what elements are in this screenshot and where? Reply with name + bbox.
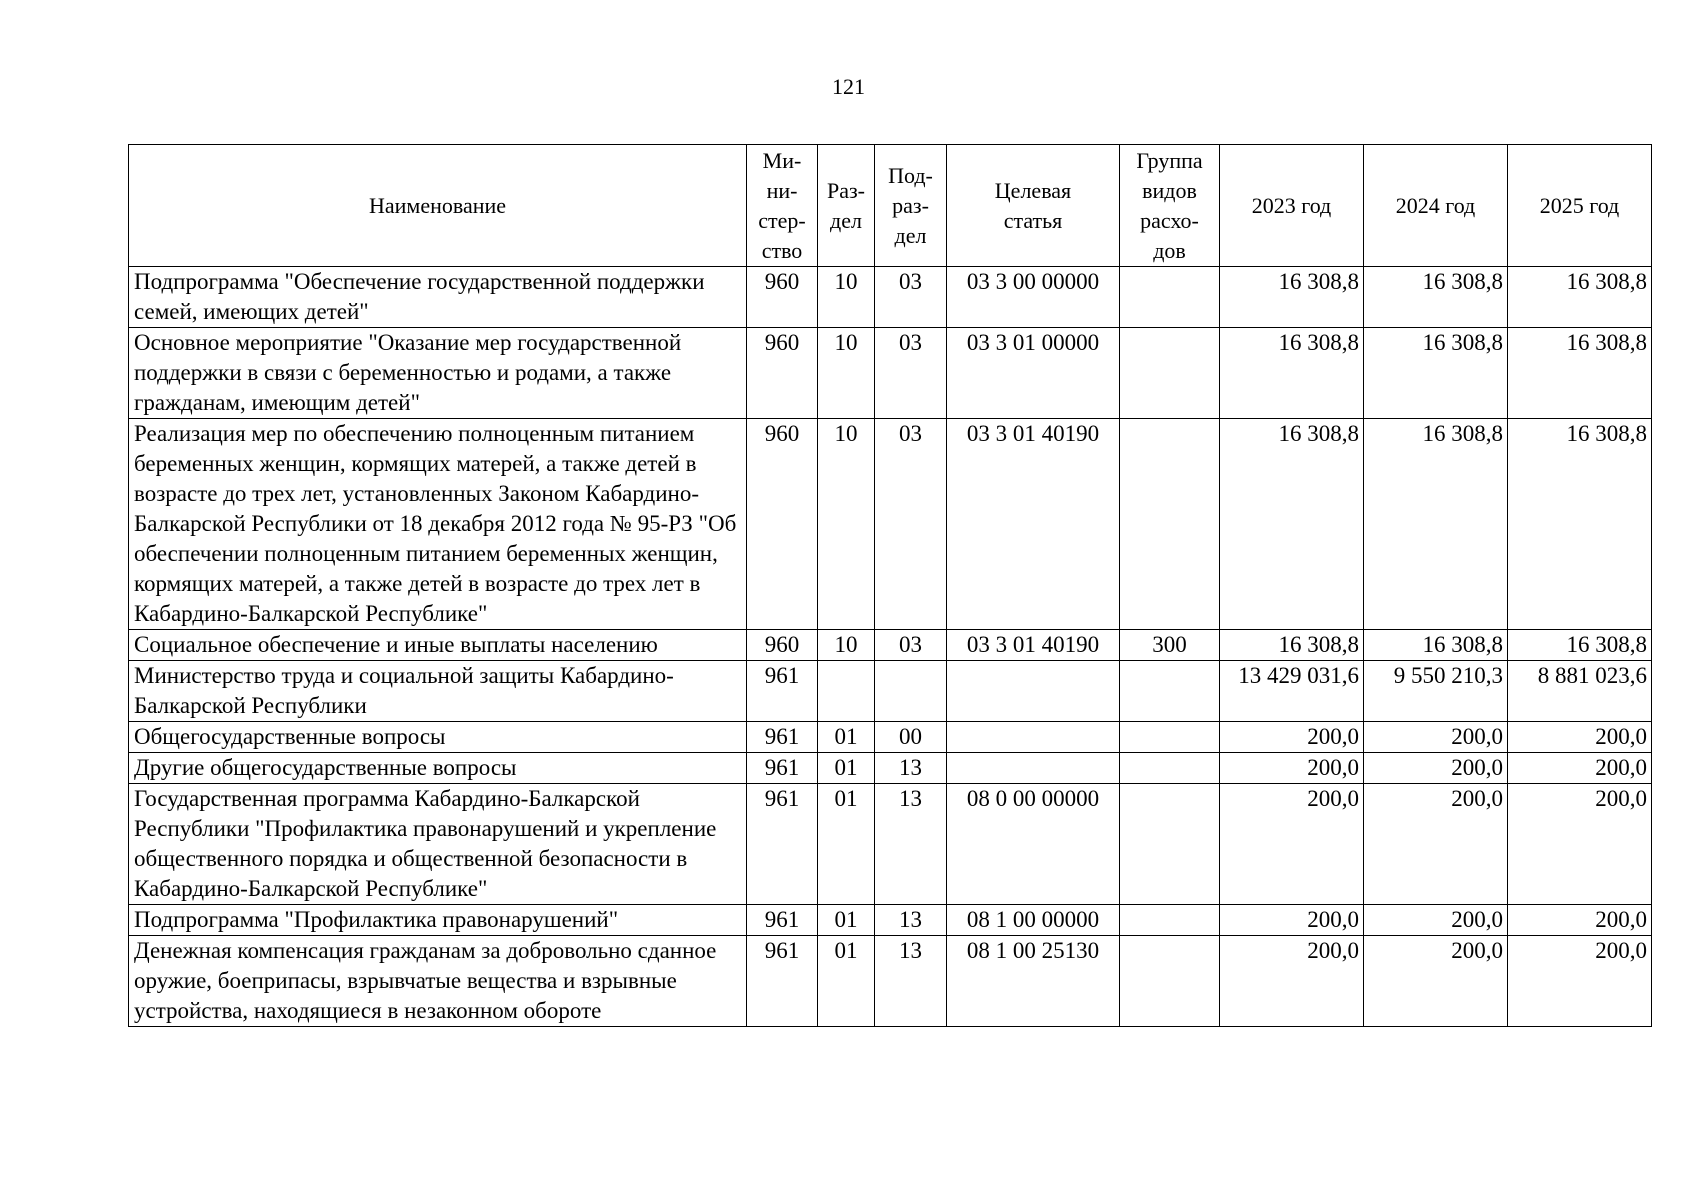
header-expense-group-line: дов	[1153, 237, 1186, 263]
row-ministry: 960	[747, 267, 818, 328]
row-section: 10	[818, 267, 875, 328]
row-expense-group	[1120, 722, 1220, 753]
table-row	[129, 905, 1652, 936]
row-ministry: 960	[747, 419, 818, 630]
row-subsection: 03	[875, 630, 947, 661]
header-year-2023: 2023 год	[1220, 145, 1364, 267]
row-amount-2023: 16 308,8	[1220, 419, 1364, 630]
row-name: Реализация мер по обеспечению полноценным питанием беременных женщин, кормящих матерей, а также детей в возрасте до трех лет, установленных Законом Кабардино-Балкарской Республики от 18 декабря 2012 года № 95-РЗ "Об обеспечении полноценным питанием беременных женщин, кормящих матерей, а также детей в возрасте до трех лет в Кабардино-Балкарской Республике"	[129, 419, 747, 630]
header-expense-group-line: Группа	[1136, 147, 1203, 173]
table-row	[129, 722, 1652, 753]
row-subsection	[875, 661, 947, 722]
row-section: 01	[818, 905, 875, 936]
header-ministry-line: ство	[761, 237, 803, 263]
header-section-line: Раз-	[826, 177, 866, 203]
header-expense-group-line: видов	[1142, 177, 1197, 203]
table-row	[129, 419, 1652, 630]
row-expense-group	[1120, 328, 1220, 419]
row-name: Основное мероприятие "Оказание мер государственной поддержки в связи с беременностью и родами, а также гражданам, имеющим детей"	[129, 328, 747, 419]
table-row	[129, 784, 1652, 905]
row-subsection: 13	[875, 784, 947, 905]
row-amount-2025: 200,0	[1508, 784, 1652, 905]
row-section: 01	[818, 936, 875, 1027]
row-target-article: 03 3 00 00000	[947, 267, 1120, 328]
header-year-2024: 2024 год	[1364, 145, 1508, 267]
row-subsection: 13	[875, 753, 947, 784]
header-section	[818, 145, 875, 267]
row-target-article	[947, 661, 1120, 722]
row-section	[818, 661, 875, 722]
row-amount-2023: 13 429 031,6	[1220, 661, 1364, 722]
row-amount-2023: 200,0	[1220, 753, 1364, 784]
row-section: 10	[818, 419, 875, 630]
header-subsection-line: дел	[894, 222, 927, 248]
header-subsection	[875, 145, 947, 267]
row-amount-2024: 16 308,8	[1364, 419, 1508, 630]
row-subsection: 03	[875, 419, 947, 630]
row-section: 10	[818, 630, 875, 661]
header-expense-group-line: расхо-	[1140, 207, 1199, 233]
row-expense-group	[1120, 419, 1220, 630]
row-section: 10	[818, 328, 875, 419]
row-target-article: 08 1 00 00000	[947, 905, 1120, 936]
row-amount-2025: 16 308,8	[1508, 328, 1652, 419]
row-amount-2024: 200,0	[1364, 753, 1508, 784]
row-target-article	[947, 722, 1120, 753]
row-name: Подпрограмма "Профилактика правонарушений"	[129, 905, 747, 936]
row-ministry: 961	[747, 905, 818, 936]
header-target-article-line: статья	[1003, 207, 1063, 233]
row-section: 01	[818, 784, 875, 905]
row-expense-group	[1120, 753, 1220, 784]
row-section: 01	[818, 753, 875, 784]
row-target-article: 03 3 01 00000	[947, 328, 1120, 419]
header-subsection-line: раз-	[892, 192, 929, 218]
row-amount-2024: 200,0	[1364, 722, 1508, 753]
row-expense-group	[1120, 905, 1220, 936]
row-amount-2024: 9 550 210,3	[1364, 661, 1508, 722]
row-amount-2024: 16 308,8	[1364, 328, 1508, 419]
row-name: Социальное обеспечение и иные выплаты населению	[129, 630, 747, 661]
budget-table	[128, 144, 1652, 1027]
header-ministry-line: ни-	[766, 177, 798, 203]
row-name: Министерство труда и социальной защиты Кабардино-Балкарской Республики	[129, 661, 747, 722]
row-subsection: 13	[875, 905, 947, 936]
row-amount-2025: 200,0	[1508, 905, 1652, 936]
row-amount-2024: 200,0	[1364, 936, 1508, 1027]
row-subsection: 00	[875, 722, 947, 753]
header-section-line: дел	[830, 207, 862, 233]
row-amount-2023: 200,0	[1220, 784, 1364, 905]
header-year-2025: 2025 год	[1508, 145, 1652, 267]
row-amount-2023: 200,0	[1220, 936, 1364, 1027]
row-target-article: 08 0 00 00000	[947, 784, 1120, 905]
row-amount-2024: 200,0	[1364, 784, 1508, 905]
row-section: 01	[818, 722, 875, 753]
table-row	[129, 753, 1652, 784]
row-expense-group: 300	[1120, 630, 1220, 661]
row-amount-2025: 200,0	[1508, 753, 1652, 784]
table-row	[129, 328, 1652, 419]
row-subsection: 03	[875, 328, 947, 419]
row-expense-group	[1120, 267, 1220, 328]
row-ministry: 961	[747, 722, 818, 753]
row-amount-2025: 200,0	[1508, 936, 1652, 1027]
row-amount-2023: 200,0	[1220, 722, 1364, 753]
row-ministry: 961	[747, 784, 818, 905]
row-expense-group	[1120, 784, 1220, 905]
header-name: Наименование	[129, 145, 747, 267]
header-subsection-line: Под-	[888, 162, 933, 188]
row-ministry: 961	[747, 936, 818, 1027]
row-amount-2024: 16 308,8	[1364, 267, 1508, 328]
table-row	[129, 267, 1652, 328]
table-row	[129, 630, 1652, 661]
row-target-article: 08 1 00 25130	[947, 936, 1120, 1027]
row-amount-2023: 200,0	[1220, 905, 1364, 936]
row-amount-2025: 16 308,8	[1508, 630, 1652, 661]
header-target-article-line: Целевая	[994, 177, 1072, 203]
row-ministry: 960	[747, 630, 818, 661]
header-row	[129, 145, 1652, 267]
header-expense-group	[1120, 145, 1220, 267]
row-name: Государственная программа Кабардино-Балкарской Республики "Профилактика правонарушений и укрепление общественного порядка и общественной безопасности в Кабардино-Балкарской Республике"	[129, 784, 747, 905]
row-name: Общегосударственные вопросы	[129, 722, 747, 753]
row-expense-group	[1120, 936, 1220, 1027]
row-subsection: 03	[875, 267, 947, 328]
row-ministry: 961	[747, 661, 818, 722]
row-name: Другие общегосударственные вопросы	[129, 753, 747, 784]
row-expense-group	[1120, 661, 1220, 722]
row-amount-2025: 200,0	[1508, 722, 1652, 753]
row-amount-2023: 16 308,8	[1220, 630, 1364, 661]
row-ministry: 960	[747, 328, 818, 419]
row-amount-2024: 16 308,8	[1364, 630, 1508, 661]
row-target-article: 03 3 01 40190	[947, 630, 1120, 661]
row-subsection: 13	[875, 936, 947, 1027]
row-amount-2025: 8 881 023,6	[1508, 661, 1652, 722]
table-row	[129, 661, 1652, 722]
row-amount-2023: 16 308,8	[1220, 267, 1364, 328]
header-target-article	[947, 145, 1120, 267]
row-ministry: 961	[747, 753, 818, 784]
row-name: Денежная компенсация гражданам за добровольно сданное оружие, боеприпасы, взрывчатые вещества и взрывные устройства, находящиеся в незаконном обороте	[129, 936, 747, 1027]
row-amount-2025: 16 308,8	[1508, 419, 1652, 630]
row-target-article	[947, 753, 1120, 784]
header-ministry-line: Ми-	[762, 147, 802, 173]
row-amount-2023: 16 308,8	[1220, 328, 1364, 419]
page-number: 121	[832, 74, 865, 99]
header-ministry	[747, 145, 818, 267]
header-ministry-line: стер-	[758, 207, 806, 233]
row-amount-2025: 16 308,8	[1508, 267, 1652, 328]
row-target-article: 03 3 01 40190	[947, 419, 1120, 630]
table-row	[129, 936, 1652, 1027]
row-amount-2024: 200,0	[1364, 905, 1508, 936]
row-name: Подпрограмма "Обеспечение государственной поддержки семей, имеющих детей"	[129, 267, 747, 328]
